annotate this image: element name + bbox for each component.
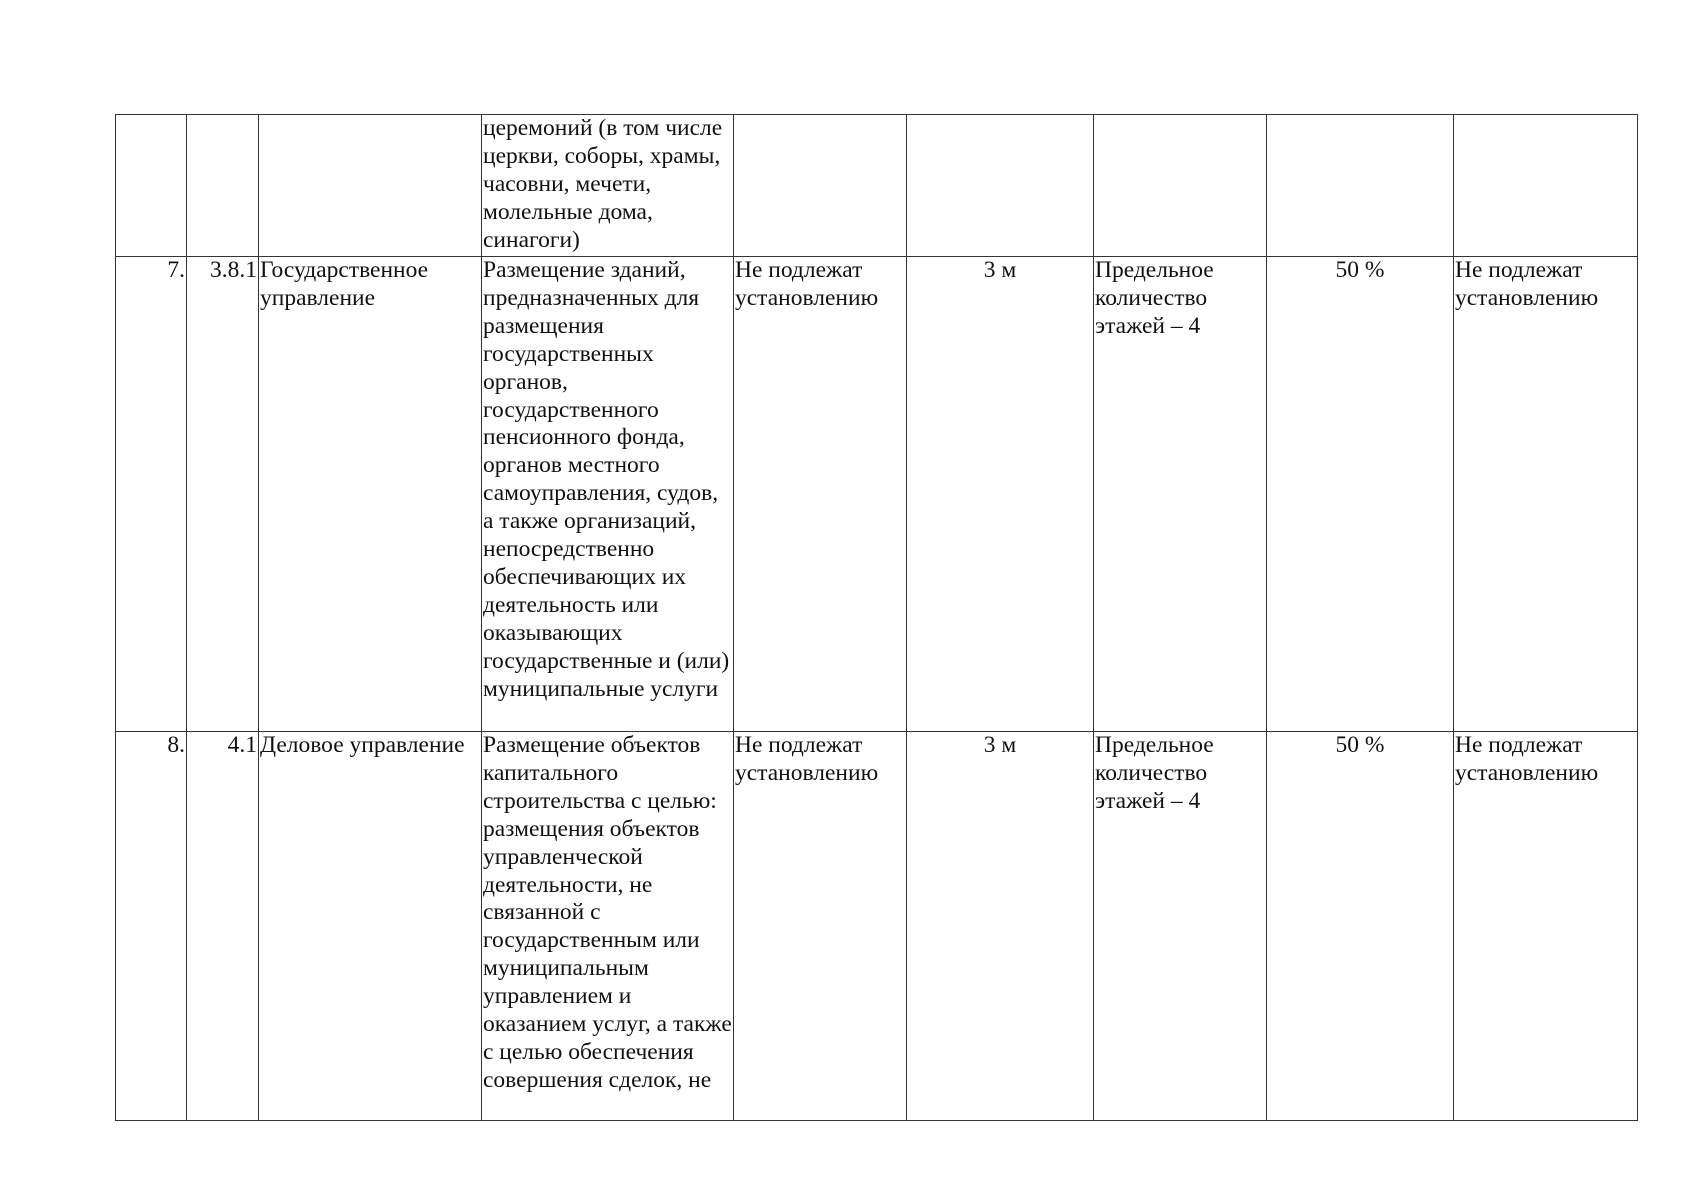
use-description-cell: Размещение зданий, предназначенных для размещения государственных органов, государственного пенсионного фонда, органов местного самоуправления, судов, а также организаций, непосредственно обеспечивающих их деятельность или оказывающих государственные и (или) муниципальные услуги <box>482 257 734 732</box>
table-row <box>116 115 1638 257</box>
use-code-cell: 3.8.1 <box>187 257 259 732</box>
use-code-cell <box>187 115 259 257</box>
build-percent-cell: 50 % <box>1267 257 1454 732</box>
other-params-cell <box>1454 115 1638 257</box>
table-row <box>116 732 1638 1121</box>
row-number-cell: 7. <box>116 257 187 732</box>
min-size-cell: Не подлежат установлению <box>734 257 907 732</box>
use-description-cell: Размещение объектов капитального строительства с целью: размещения объектов управленческой деятельности, не связанной с государственным или муниципальным управлением и оказанием услуг, а также с целью обеспечения совершения сделок, не <box>482 732 734 1121</box>
use-name-cell: Государственное управление <box>259 257 482 732</box>
regulations-table <box>115 114 1638 1121</box>
row-number-cell: 8. <box>116 732 187 1121</box>
min-indent-cell <box>907 115 1094 257</box>
use-code-cell: 4.1 <box>187 732 259 1121</box>
max-height-cell: Предельное количество этажей – 4 <box>1094 257 1267 732</box>
build-percent-cell: 50 % <box>1267 732 1454 1121</box>
other-params-cell: Не подлежат установлению <box>1454 732 1638 1121</box>
min-indent-cell: 3 м <box>907 257 1094 732</box>
other-params-cell: Не подлежат установлению <box>1454 257 1638 732</box>
build-percent-cell <box>1267 115 1454 257</box>
max-height-cell: Предельное количество этажей – 4 <box>1094 732 1267 1121</box>
min-indent-cell: 3 м <box>907 732 1094 1121</box>
row-number-cell <box>116 115 187 257</box>
min-size-cell: Не подлежат установлению <box>734 732 907 1121</box>
min-size-cell <box>734 115 907 257</box>
use-name-cell: Деловое управление <box>259 732 482 1121</box>
table-row <box>116 257 1638 732</box>
use-name-cell <box>259 115 482 257</box>
use-description-cell: церемоний (в том числе церкви, соборы, храмы, часовни, мечети, молельные дома, синагоги) <box>482 115 734 257</box>
max-height-cell <box>1094 115 1267 257</box>
